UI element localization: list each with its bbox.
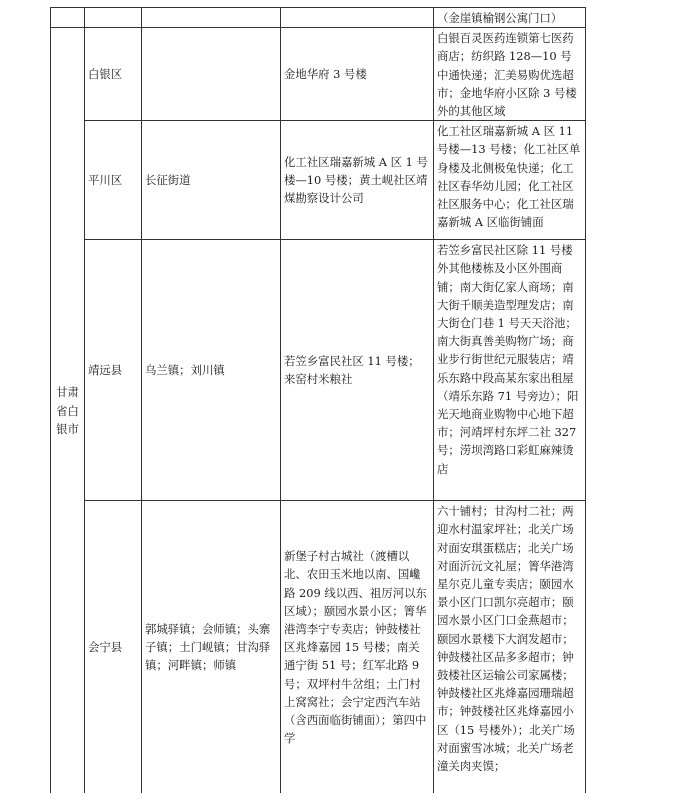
towns-cell (142, 28, 281, 121)
residential-cell: 若笠乡富民社区 11 号楼；来窑村米粮社 (281, 240, 434, 501)
table-cell (51, 8, 85, 28)
residential-cell: 化工社区瑞嘉新城 A 区 1 号楼—10 号楼；黄土岘社区靖煤勘察设计公司 (281, 121, 434, 240)
other-areas-cell: 六十铺村；甘沟村二社；两迎水村温家坪社；北关广场对面安琪蛋糕店；北关广场对面沂沅文礼屋；箐华港湾星尔克儿童专卖店；颐园水景小区门口凯尔亮超市；颐园水景小区门口金燕超市；颐园水景楼下大润发超市；钟鼓楼社区品多多超市；钟鼓楼社区运输公司家属楼；钟鼓楼社区兆烽嘉园珊瑞超市；钟鼓楼社区兆烽嘉园小区（15 号楼外）；北关广场对面蜜雪冰城；北关广场老潼关肉夹馍； (434, 501, 586, 794)
other-areas-cell: 白银百灵医药连锁第七医药商店；纺织路 128—10 号中通快递；汇美易购优选超市；金地华府小区除 3 号楼外的其他区域 (434, 28, 586, 121)
residential-cell: 金地华府 3 号楼 (281, 28, 434, 121)
table-row (51, 121, 586, 240)
risk-area-table (50, 7, 586, 793)
table-cell (85, 8, 142, 28)
province-cell: 甘肃省白银市 (51, 28, 85, 794)
table-row (51, 501, 586, 794)
table-row (51, 8, 586, 28)
table-cell (142, 8, 281, 28)
other-areas-cell: 化工社区瑞嘉新城 A 区 11 号楼—13 号楼；化工社区单身楼及北侧极兔快递；化工社区春华幼儿园；化工社区社区服务中心；化工社区瑞嘉新城 A 区临街铺面 (434, 121, 586, 240)
district-cell: 白银区 (85, 28, 142, 121)
table-row (51, 28, 586, 121)
towns-cell: 郭城驿镇；会师镇；头寨子镇；土门岘镇；甘沟驿镇；河畔镇；师镇 (142, 501, 281, 794)
residential-cell: 新堡子村古城社（渡槽以北、农田玉米地以南、国巉路 209 线以西、祖厉河以东区域）；颐园水景小区；箐华港湾李宁专卖店；钟鼓楼社区兆烽嘉园 15 号楼；南关通宁街 51 号；红军北路 9 号；双坪村牛岔组；土门村上窝窝社；会宁定西汽车站（含西面临街铺面）；第四中学 (281, 501, 434, 794)
district-cell: 靖远县 (85, 240, 142, 501)
district-cell: 会宁县 (85, 501, 142, 794)
table-cell (281, 8, 434, 28)
towns-cell: 乌兰镇；刘川镇 (142, 240, 281, 501)
table-row (51, 240, 586, 501)
other-areas-cell: （金崖镇榆钢公寓门口） (434, 8, 586, 28)
district-cell: 平川区 (85, 121, 142, 240)
towns-cell: 长征街道 (142, 121, 281, 240)
other-areas-cell: 若笠乡富民社区除 11 号楼外其他楼栋及小区外围商铺；南大街亿家人商场；南大街千顺美造型理发店；南大街仓门巷 1 号天天浴池；南大街真善美购物广场；商业步行街世纪元服装店；靖乐东路中段高某东家出租屋（靖乐东路 71 号旁边）；阳光天地商业购物中心地下超市；河靖坪村东坪二社 327 号；涝坝湾路口彩虹麻辣烫店 (434, 240, 586, 501)
